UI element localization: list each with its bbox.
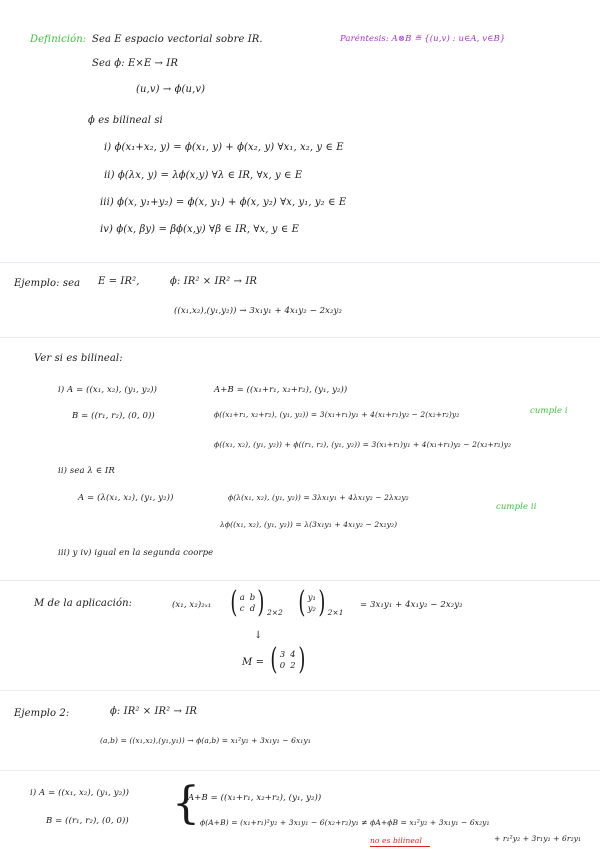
example-2-i-b: B = ((r₁, r₂), (0, 0)) — [46, 816, 129, 826]
matrix-size-2x2: 2×2 — [266, 607, 283, 617]
definition-line-4: ϕ es bilineal si — [88, 115, 163, 126]
check-ii-phi-1: ϕ(λ(x₁, x₂), (y₁, y₂)) = 3λx₁y₁ + 4λx₁y₂ − 2λx₂y₂ — [228, 493, 409, 502]
definition-line-3: (u,v) → ϕ(u,v) — [136, 84, 206, 95]
example-2-i-a: i) A = ((x₁, x₂), (y₁, y₂)) — [30, 788, 130, 798]
left-bracket: ( — [270, 642, 278, 677]
column-vector — [296, 585, 344, 620]
check-i-note: cumple i — [530, 406, 568, 416]
right-bracket: ) — [297, 642, 305, 677]
condition-iv: iv) ϕ(x, βy) = βϕ(x,y) ∀β ∈ IR, ∀x, y ∈ E — [100, 224, 300, 235]
example-2-sum: A+B = ((x₁+r₁, x₂+r₂), (y₁, y₂)) — [188, 793, 322, 803]
not-bilinear-note: no es bilineal — [370, 836, 422, 845]
check-i-b: B = ((r₁, r₂), (0, 0)) — [72, 411, 155, 421]
right-bracket: ) — [257, 585, 265, 620]
matrix-entry: a — [239, 592, 245, 603]
matrix-entry: b — [249, 592, 256, 603]
not-bilinear-underline — [370, 846, 430, 847]
matrix-entry: 2 — [290, 660, 296, 671]
example-2-phi: ϕ(A+B) = (x₁+r₁)²y₂ + 3x₁y₁ − 6(x₂+r₂)y₁ ≠ ϕA+ϕB = x₁²y₂ + 3x₁y₁ − 6x₂y₁ — [200, 818, 490, 827]
right-bracket: ) — [318, 585, 326, 620]
matrix-entry: c — [239, 603, 245, 614]
check-ii-phi-2: λϕ((x₁, x₂), (y₁, y₂)) = λ(3x₁y₁ + 4x₁y₂ − 2x₂y₂) — [220, 520, 398, 529]
example-1-map: ϕ: IR² × IR² → IR — [170, 276, 257, 287]
result-matrix — [268, 642, 307, 677]
vector-entry: y₁ — [307, 592, 316, 603]
matrix-entry: 3 — [279, 649, 286, 660]
matrix-entry: 4 — [290, 649, 296, 660]
definition-label: Definición: — [30, 34, 87, 45]
check-i-a: i) A = ((x₁, x₂), (y₁, y₂)) — [58, 385, 158, 395]
generic-matrix — [228, 585, 283, 620]
check-iii-iv: iii) y iv) igual en la segunda coorpe — [58, 548, 214, 558]
m-label: M = — [242, 657, 265, 668]
example-2-map: ϕ: IR² × IR² → IR — [110, 706, 197, 717]
vector-entry: y₂ — [307, 603, 316, 614]
definition-line-1: Sea E espacio vectorial sobre IR. — [92, 34, 263, 45]
vector-size-2x1: 2×1 — [327, 607, 344, 617]
check-ii-intro: ii) sea λ ∈ IR — [58, 466, 115, 476]
matrix-entry: d — [249, 603, 256, 614]
example-1-rule: ((x₁,x₂),(y₁,y₂)) → 3x₁y₁ + 4x₁y₂ − 2x₂y₂ — [174, 306, 342, 316]
matrix-entry: 0 — [279, 660, 286, 671]
check-ii-note: cumple ii — [496, 502, 537, 512]
matrix-label: M de la aplicación: — [34, 598, 133, 609]
check-i-phi-1: ϕ((x₁+r₁, x₂+r₂), (y₁, y₂)) = 3(x₁+r₁)y₁ + 4(x₁+r₁)y₂ − 2(x₂+r₂)y₂ — [214, 410, 460, 419]
left-bracket: ( — [298, 585, 306, 620]
condition-ii: ii) ϕ(λx, y) = λϕ(x,y) ∀λ ∈ IR, ∀x, y ∈ E — [104, 170, 303, 181]
example-1-space: E = IR², — [98, 276, 140, 287]
left-bracket: ( — [230, 585, 238, 620]
example-2-label: Ejemplo 2: — [14, 708, 70, 719]
down-arrow: ↓ — [254, 630, 263, 641]
matrix-result: = 3x₁y₁ + 4x₁y₂ − 2x₂y₂ — [360, 600, 463, 610]
check-ii-a: A = (λ(x₁, x₂), (y₁, y₂)) — [78, 493, 174, 503]
check-title: Ver si es bilineal: — [34, 353, 123, 364]
check-i-phi-2: ϕ((x₁, x₂), (y₁, y₂)) + ϕ((r₁, r₂), (y₁, y₂)) = 3(x₁+r₁)y₁ + 4(x₁+r₁)y₂ − 2(x₂+r₂)y₂ — [214, 440, 512, 449]
example-1-label: Ejemplo: sea — [14, 278, 81, 289]
example-2-rule: (a,b) = ((x₁,x₂),(y₁,y₁)) → ϕ(a,b) = x₁²y₂ + 3x₁y₁ − 6x₁y₁ — [100, 736, 311, 745]
parenthesis-note: Paréntesis: A⊗B ≝ {(u,v) : u∈A, v∈B} — [340, 34, 506, 44]
condition-iii: iii) ϕ(x, y₁+y₂) = ϕ(x, y₁) + ϕ(x, y₂) ∀x, y₁, y₂ ∈ E — [100, 197, 347, 208]
row-vector: (x₁, x₂)₂ₓ₁ — [172, 600, 212, 610]
definition-line-2: Sea ϕ: E×E → IR — [92, 58, 178, 69]
example-2-phi-continuation: + r₁²y₂ + 3r₁y₁ + 6r₂y₁ — [494, 834, 582, 843]
condition-i: i) ϕ(x₁+x₂, y) = ϕ(x₁, y) + ϕ(x₂, y) ∀x₁, x₂, y ∈ E — [104, 142, 344, 153]
check-i-sum: A+B = ((x₁+r₁, x₂+r₂), (y₁, y₂)) — [214, 385, 348, 395]
curly-brace: { — [172, 778, 200, 829]
